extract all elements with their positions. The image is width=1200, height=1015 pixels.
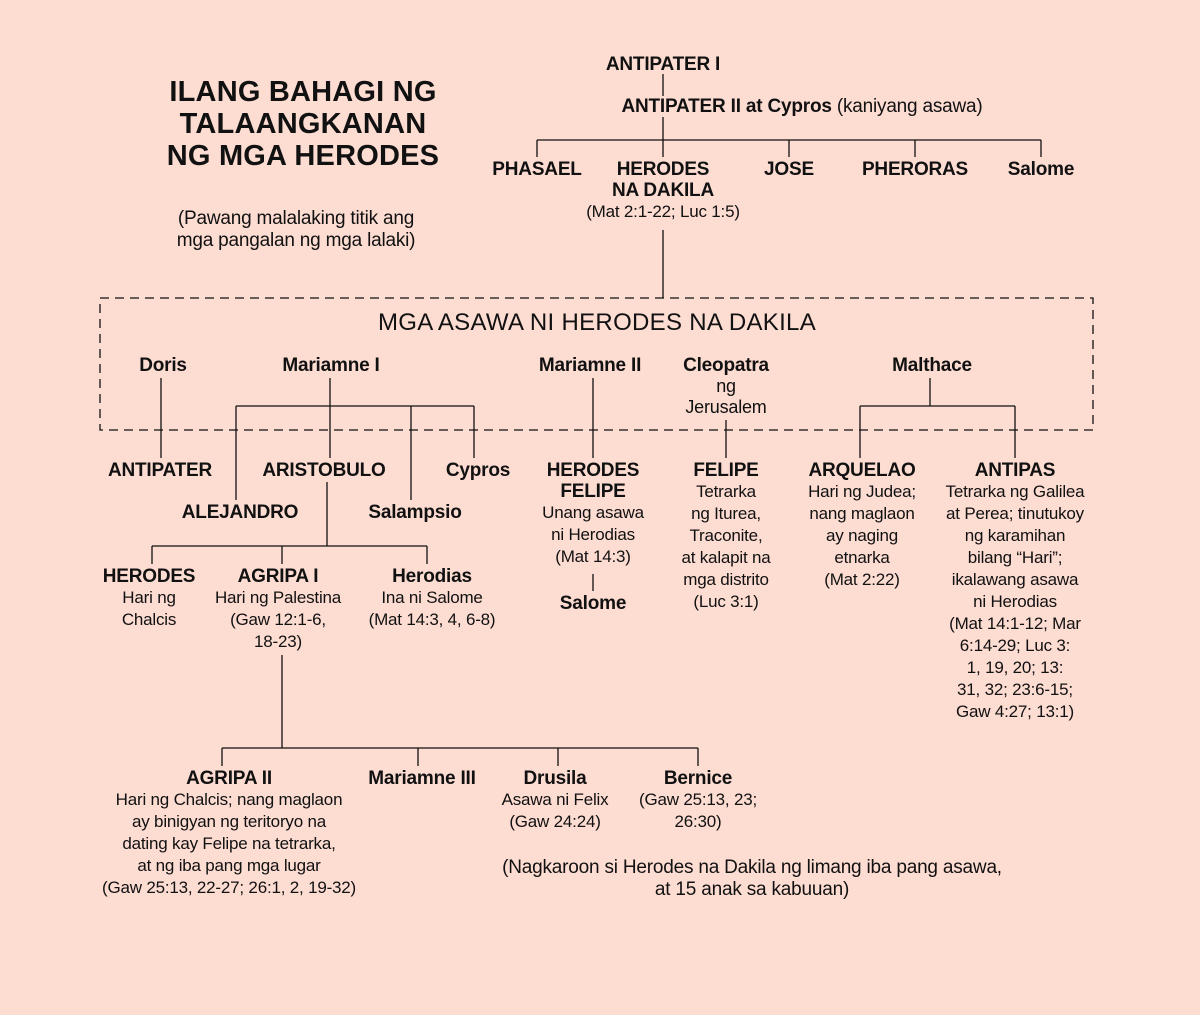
naming-note [177,208,416,252]
cleopatra-name: Cleopatra [683,355,769,376]
herod-the-great-ref: (Mat 2:1-22; Luc 1:5) [586,202,740,221]
antipas-desc-2: at Perea; tinutukoy [946,504,1084,523]
felipe-name: FELIPE [693,460,759,481]
arquelao-desc-4: etnarka [834,548,890,567]
title-line-1: ILANG BAHAGI NG [169,76,437,108]
pheroras: PHERORAS [861,159,969,180]
herod-of-chalcis-desc-2: Chalcis [121,610,177,629]
antipater-ii-and-cypros [621,96,982,117]
felipe-desc-1: Tetrarka [696,482,756,501]
conjunction-at: at [745,96,763,117]
antipas [946,460,1085,723]
agrippa-ii-desc-3: dating kay Felipe na tetrarka, [122,834,336,853]
drusila-name: Drusila [523,768,587,789]
herod-philip [542,460,644,568]
wife-cleopatra [683,355,769,418]
herod-philip-desc-2: ni Herodias [551,525,635,544]
title-line-2: TALAANGKANAN [179,108,427,140]
cleopatra-place: Jerusalem [685,397,767,417]
aristobulo: ARISTOBULO [262,460,386,481]
drusila [502,768,609,833]
herod-of-chalcis-desc-1: Hari ng [122,588,176,607]
antipas-desc-3: ng karamihan [964,526,1066,545]
wife-malthace: Malthace [892,355,972,376]
antipas-ref-3: 1, 19, 20; 13: [966,658,1064,677]
herod-the-great-name-1: HERODES [616,159,710,180]
herod-of-chalcis-name: HERODES [102,566,196,587]
wife-mariamne-i: Mariamne I [282,355,380,376]
herod-philip-ref: (Mat 14:3) [555,547,631,566]
mariamne-iii: Mariamne III [368,768,476,789]
felipe-desc-4: at kalapit na [681,548,771,567]
agrippa-i-ref-1: (Gaw 12:1-6, [230,610,326,629]
antipas-desc-6: ni Herodias [973,592,1057,611]
antipater-son: ANTIPATER [107,460,213,481]
herod-philip-name-1: HERODES [546,460,640,481]
arquelao-ref: (Mat 2:22) [824,570,900,589]
naming-note-line-1: (Pawang malalaking titik ang [177,208,415,229]
agrippa-i-name: AGRIPA I [237,566,319,587]
herodias [369,566,496,631]
arquelao-desc-3: ay naging [826,526,898,545]
other-wives-note [502,857,1002,901]
antipas-ref-2: 6:14-29; Luc 3: [959,636,1071,655]
antipas-desc-5: ikalawang asawa [951,570,1079,589]
felipe-ref: (Luc 3:1) [693,592,759,611]
cypros-daughter: Cypros [445,460,511,481]
bernice-ref-2: 26:30) [674,812,722,831]
antipas-ref-4: 31, 32; 23:6-15; [957,680,1073,699]
antipas-desc-1: Tetrarka ng Galilea [945,482,1085,501]
herod-philip-desc-1: Unang asawa [542,503,644,522]
agrippa-ii-desc-2: ay binigyan ng teritoryo na [131,812,326,831]
felipe-desc-3: Traconite, [689,526,763,545]
antipater-ii: ANTIPATER II [621,96,741,117]
herod-of-chalcis [103,566,196,631]
agrippa-ii-ref: (Gaw 25:13, 22-27; 26:1, 2, 19-32) [101,878,357,897]
drusila-ref: (Gaw 24:24) [509,812,601,831]
page-title [167,76,439,172]
herod-philip-name-2: FELIPE [560,481,626,502]
bernice-ref-1: (Gaw 25:13, 23; [639,790,757,809]
phasael: PHASAEL [492,159,582,180]
antipas-desc-4: bilang “Hari”; [967,548,1063,567]
felipe-desc-2: ng Iturea, [691,504,761,523]
arquelao-name: ARQUELAO [808,460,916,481]
wives-box-title: MGA ASAWA NI HERODES NA DAKILA [377,309,817,336]
cleopatra-of: ng [716,376,736,396]
jose: JOSE [764,159,814,180]
salampsio: Salampsio [368,502,462,523]
arquelao [808,460,916,591]
other-wives-note-line-2: at 15 anak sa kabuuan) [654,879,850,900]
herod-the-great [586,159,740,223]
wife-doris: Doris [139,355,187,376]
felipe-desc-5: mga distrito [683,570,769,589]
agrippa-i-ref-2: 18-23) [254,632,302,651]
bernice [639,768,757,833]
agrippa-ii [102,768,356,899]
wife-mariamne-ii: Mariamne II [538,355,642,376]
arquelao-desc-2: nang maglaon [809,504,915,523]
salome-daughter: Salome [559,593,627,614]
herod-the-great-name-2: NA DAKILA [611,180,714,201]
antipater-i: ANTIPATER I [605,54,721,75]
title-line-3: NG MGA HERODES [166,140,440,172]
antipas-ref-5: Gaw 4:27; 13:1) [956,702,1074,721]
bernice-name: Bernice [663,768,733,789]
drusila-desc: Asawa ni Felix [501,790,609,809]
herodias-name: Herodias [392,566,472,587]
agrippa-i-desc: Hari ng Palestina [214,588,342,607]
naming-note-line-2: mga pangalan ng mga lalaki) [176,230,416,251]
salome-sister: Salome [1007,159,1075,180]
felipe-tetrarch [681,460,770,613]
agrippa-ii-desc-4: at ng iba pang mga lugar [137,856,321,875]
other-wives-note-line-1: (Nagkaroon si Herodes na Dakila ng limang iba pang asawa, [502,857,1002,878]
spouse-note: (kaniyang asawa) [836,96,983,117]
arquelao-desc-1: Hari ng Judea; [808,482,916,501]
cypros-wife: Cypros [767,96,832,117]
agrippa-ii-desc-1: Hari ng Chalcis; nang maglaon [115,790,343,809]
alejandro: ALEJANDRO [181,502,299,523]
agrippa-i [215,566,341,653]
antipas-name: ANTIPAS [974,460,1056,481]
antipas-ref-1: (Mat 14:1-12; Mar [949,614,1081,633]
herodias-desc: Ina ni Salome [381,588,483,607]
agrippa-ii-name: AGRIPA II [186,768,272,789]
herodias-ref: (Mat 14:3, 4, 6-8) [368,610,496,629]
